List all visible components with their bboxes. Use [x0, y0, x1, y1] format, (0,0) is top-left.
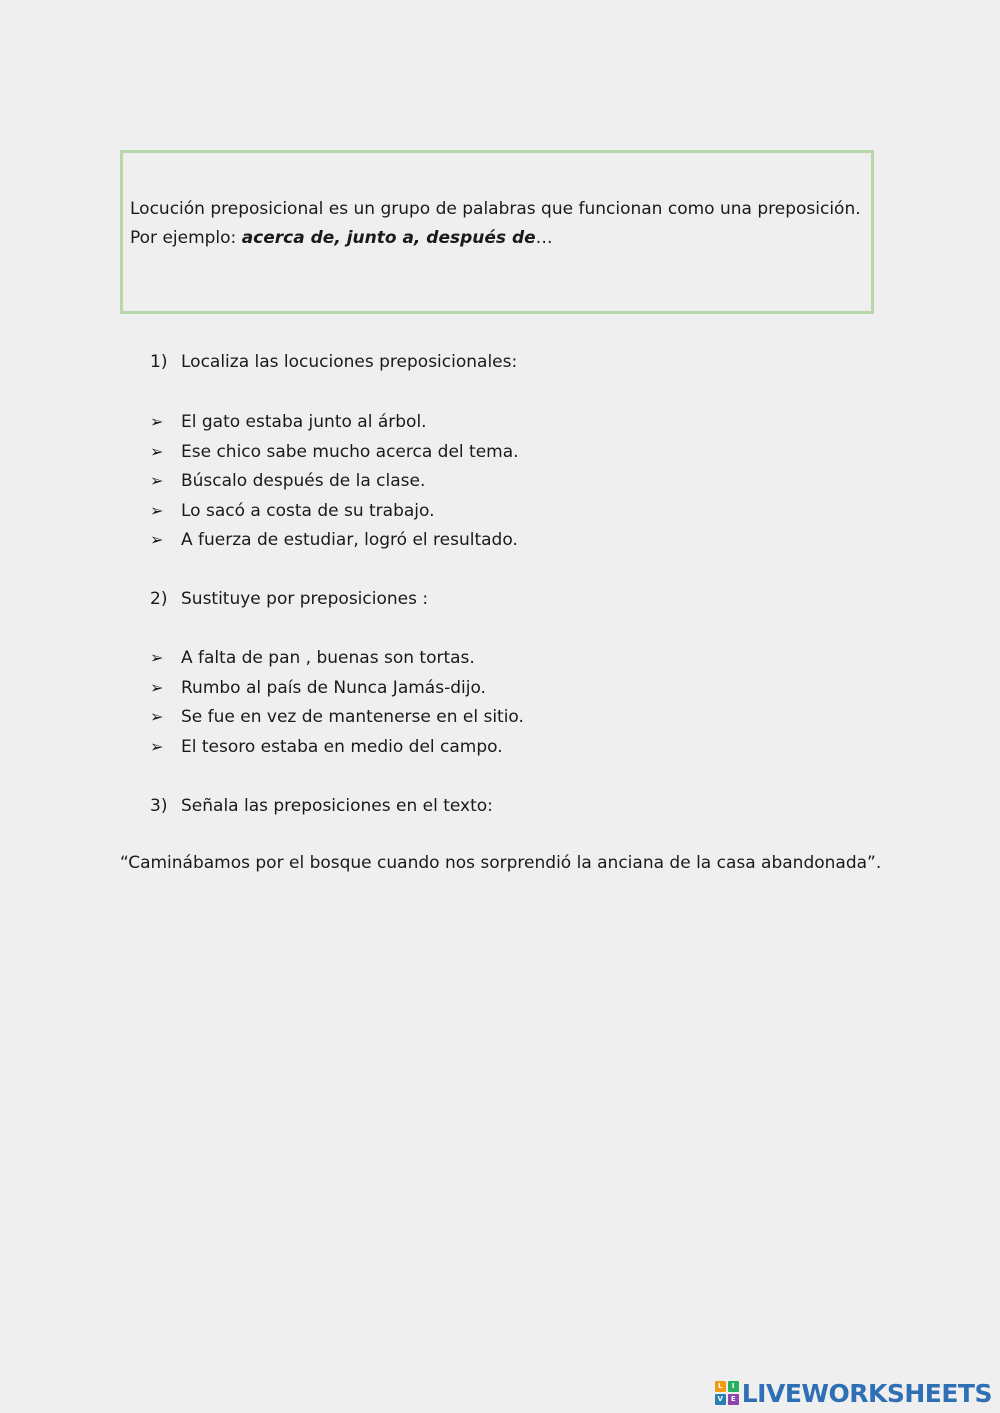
- arrow-bullet-icon: ➢: [150, 412, 164, 431]
- arrow-bullet-icon: ➢: [150, 471, 164, 491]
- definition-line-1: Locución preposicional es un grupo de palabras que funcionan como una preposición.: [130, 199, 861, 219]
- list-item: ➢ El tesoro estaba en medio del campo.: [150, 732, 524, 762]
- arrow-bullet-icon: ➢: [150, 500, 164, 520]
- question-2-list: [150, 643, 524, 761]
- question-1-list: [150, 407, 519, 555]
- question-3: [150, 796, 493, 816]
- arrow-bullet-icon: ➢: [150, 677, 164, 697]
- definition-examples: acerca de, junto a, después de: [241, 228, 536, 248]
- question-3-instruction: Señala las preposiciones en el texto:: [181, 796, 493, 816]
- logo-text: LIVEWORKSHEETS: [741, 1378, 992, 1408]
- liveworksheets-logo-icon: L I V E: [715, 1381, 739, 1405]
- definition-text: [130, 195, 861, 253]
- question-2-instruction: Sustituye por preposiciones :: [181, 589, 429, 609]
- list-item: ➢ El gato estaba junto al árbol.: [150, 407, 519, 437]
- question-3-number: 3): [150, 796, 168, 816]
- list-item: ➢ Lo sacó a costa de su trabajo.: [150, 496, 519, 526]
- arrow-bullet-icon: ➢: [150, 707, 164, 727]
- arrow-bullet-icon: ➢: [150, 648, 164, 667]
- list-item: ➢ Ese chico sabe mucho acerca del tema.: [150, 437, 519, 467]
- list-item: ➢ A fuerza de estudiar, logró el resultado.: [150, 525, 519, 555]
- list-item: ➢ Se fue en vez de mantenerse en el sitio.: [150, 702, 524, 732]
- question-1: [150, 352, 517, 372]
- arrow-bullet-icon: ➢: [150, 441, 164, 461]
- list-item: ➢ A falta de pan , buenas son tortas.: [150, 643, 524, 673]
- quote-text: “Caminábamos por el bosque cuando nos sorprendió la anciana de la casa abandonada”.: [120, 853, 882, 873]
- question-1-instruction: Localiza las locuciones preposicionales:: [181, 352, 518, 372]
- definition-example-prefix: Por ejemplo:: [130, 228, 242, 248]
- arrow-bullet-icon: ➢: [150, 530, 164, 550]
- question-1-number: 1): [150, 352, 168, 372]
- definition-box: [120, 150, 874, 314]
- question-2-number: 2): [150, 589, 168, 609]
- list-item: ➢ Búscalo después de la clase.: [150, 466, 519, 496]
- list-item: ➢ Rumbo al país de Nunca Jamás-dijo.: [150, 673, 524, 703]
- liveworksheets-logo: [715, 1380, 992, 1406]
- arrow-bullet-icon: ➢: [150, 736, 164, 756]
- definition-example-suffix: …: [535, 228, 553, 248]
- question-2: [150, 589, 428, 609]
